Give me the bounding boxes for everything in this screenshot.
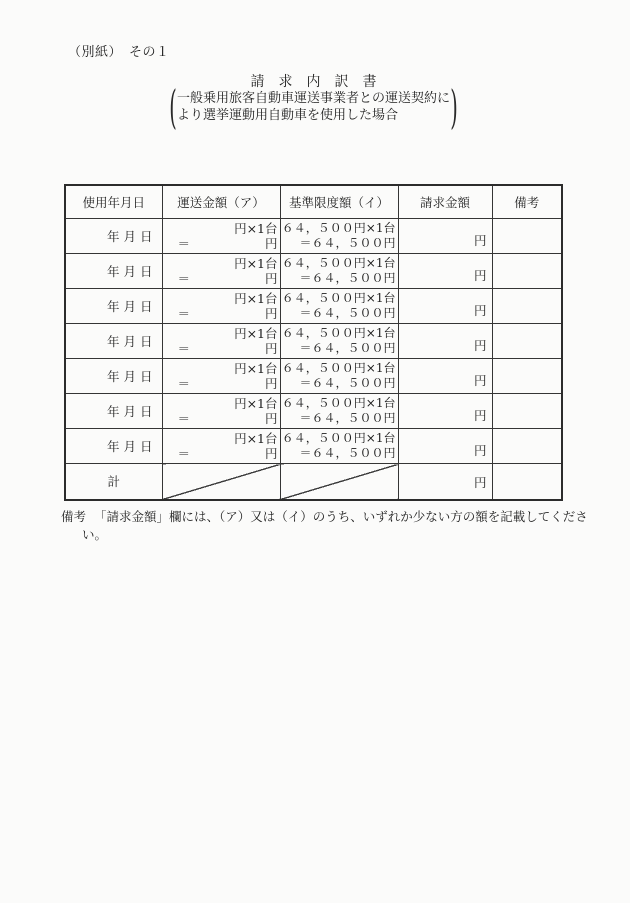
table-row: [65, 429, 562, 464]
yen-unit: 円: [264, 376, 278, 391]
transport-amount-cell: [162, 254, 280, 289]
table-body: [65, 219, 562, 464]
title-condition-line1: 一般乗用旅客自動車運送事業者との運送契約に: [176, 91, 450, 106]
transport-amount-line1: 円×1台: [234, 395, 278, 411]
total-remarks-cell: [492, 464, 562, 500]
total-claim-amount-cell: 円: [398, 464, 492, 500]
limit-amount-cell: [280, 289, 398, 324]
total-row: [65, 464, 562, 500]
yen-unit: 円: [264, 306, 278, 321]
limit-amount-line2: ＝６４，５００円: [299, 341, 396, 355]
col-header-limit-amount: 基準限度額（イ）: [280, 185, 398, 219]
remarks-note: [61, 508, 588, 544]
limit-amount-line2: ＝６４，５００円: [299, 376, 396, 390]
limit-amount-line2: ＝６４，５００円: [299, 446, 396, 460]
transport-amount-line2: [163, 341, 280, 357]
usage-date-cell: 年 月 日: [65, 394, 162, 429]
attachment-label: （別紙） その１: [68, 45, 170, 60]
usage-date-cell: 年 月 日: [65, 254, 162, 289]
transport-amount-line2: [163, 376, 280, 392]
transport-amount-line2: [163, 236, 280, 252]
table-row: [65, 219, 562, 254]
equals-sign: ＝: [177, 236, 191, 251]
table-header-row: [65, 185, 562, 219]
yen-unit: 円: [264, 236, 278, 251]
note-text-line2: い。: [82, 527, 108, 542]
title-condition-line2: より選挙運動用自動車を使用した場合: [176, 108, 398, 123]
equals-sign: ＝: [177, 306, 191, 321]
diagonal-strike-cell-limit: [280, 464, 398, 500]
transport-amount-line1: 円×1台: [234, 430, 278, 446]
transport-amount-cell: [162, 394, 280, 429]
invoice-breakdown-table: [64, 184, 563, 501]
table-row: [65, 394, 562, 429]
transport-amount-cell: [162, 289, 280, 324]
yen-unit: 円: [264, 341, 278, 356]
limit-amount-cell: [280, 219, 398, 254]
invoice-table-container: [64, 184, 563, 501]
limit-amount-line1: ６４，５００円×1台: [281, 430, 396, 445]
claim-amount-cell: 円: [398, 324, 492, 359]
transport-amount-line2: [163, 446, 280, 462]
equals-sign: ＝: [177, 446, 191, 461]
claim-amount-cell: 円: [398, 429, 492, 464]
transport-amount-line2: [163, 306, 280, 322]
left-paren-bracket: (: [169, 80, 177, 134]
equals-sign: ＝: [177, 341, 191, 356]
table-row: [65, 324, 562, 359]
limit-amount-line2: ＝６４，５００円: [299, 236, 396, 250]
limit-amount-line1: ６４，５００円×1台: [281, 290, 396, 305]
col-header-remarks: 備考: [492, 185, 562, 219]
limit-amount-cell: [280, 324, 398, 359]
limit-amount-line2: ＝６４，５００円: [299, 271, 396, 285]
equals-sign: ＝: [177, 376, 191, 391]
yen-unit: 円: [264, 446, 278, 461]
remarks-cell: [492, 394, 562, 429]
claim-amount-cell: 円: [398, 359, 492, 394]
yen-unit: 円: [264, 411, 278, 426]
remarks-cell: [492, 289, 562, 324]
remarks-cell: [492, 359, 562, 394]
limit-amount-line1: ６４，５００円×1台: [281, 325, 396, 340]
transport-amount-cell: [162, 219, 280, 254]
title-condition-lines: [177, 90, 450, 124]
diagonal-strike-cell-transport: [162, 464, 280, 500]
col-header-usage-date: 使用年月日: [65, 185, 162, 219]
page-title: 請 求 内 訳 書: [250, 74, 377, 90]
col-header-claim-amount: 請求金額: [398, 185, 492, 219]
table-row: [65, 254, 562, 289]
usage-date-cell: 年 月 日: [65, 359, 162, 394]
remarks-cell: [492, 429, 562, 464]
transport-amount-cell: [162, 324, 280, 359]
remarks-cell: [492, 219, 562, 254]
usage-date-cell: 年 月 日: [65, 324, 162, 359]
claim-amount-cell: 円: [398, 394, 492, 429]
claim-amount-cell: 円: [398, 254, 492, 289]
limit-amount-cell: [280, 254, 398, 289]
remarks-cell: [492, 254, 562, 289]
usage-date-cell: 年 月 日: [65, 289, 162, 324]
claim-amount-cell: 円: [398, 289, 492, 324]
note-text-line1: 「請求金額」欄には、（ア）又は（イ）のうち、いずれか少ない方の額を記載してくださ: [94, 509, 588, 524]
transport-amount-cell: [162, 429, 280, 464]
equals-sign: ＝: [177, 271, 191, 286]
yen-unit: 円: [264, 271, 278, 286]
usage-date-cell: 年 月 日: [65, 429, 162, 464]
transport-amount-line2: [163, 271, 280, 287]
table-row: [65, 289, 562, 324]
remarks-cell: [492, 324, 562, 359]
limit-amount-line2: ＝６４，５００円: [299, 411, 396, 425]
table-row: [65, 359, 562, 394]
transport-amount-line1: 円×1台: [234, 325, 278, 341]
limit-amount-cell: [280, 359, 398, 394]
right-paren-bracket: ): [450, 80, 458, 134]
limit-amount-line2: ＝６４，５００円: [299, 306, 396, 320]
transport-amount-line1: 円×1台: [234, 360, 278, 376]
transport-amount-line1: 円×1台: [234, 290, 278, 306]
transport-amount-line1: 円×1台: [234, 220, 278, 236]
col-header-transport-amount: 運送金額（ア）: [162, 185, 280, 219]
claim-amount-cell: 円: [398, 219, 492, 254]
equals-sign: ＝: [177, 411, 191, 426]
total-label-cell: 計: [65, 464, 162, 500]
limit-amount-cell: [280, 394, 398, 429]
limit-amount-line1: ６４，５００円×1台: [281, 360, 396, 375]
limit-amount-line1: ６４，５００円×1台: [281, 395, 396, 410]
transport-amount-line1: 円×1台: [234, 255, 278, 271]
transport-amount-cell: [162, 359, 280, 394]
note-label: 備考: [61, 509, 87, 524]
limit-amount-cell: [280, 429, 398, 464]
limit-amount-line1: ６４，５００円×1台: [281, 255, 396, 270]
limit-amount-line1: ６４，５００円×1台: [281, 220, 396, 235]
usage-date-cell: 年 月 日: [65, 219, 162, 254]
transport-amount-line2: [163, 411, 280, 427]
